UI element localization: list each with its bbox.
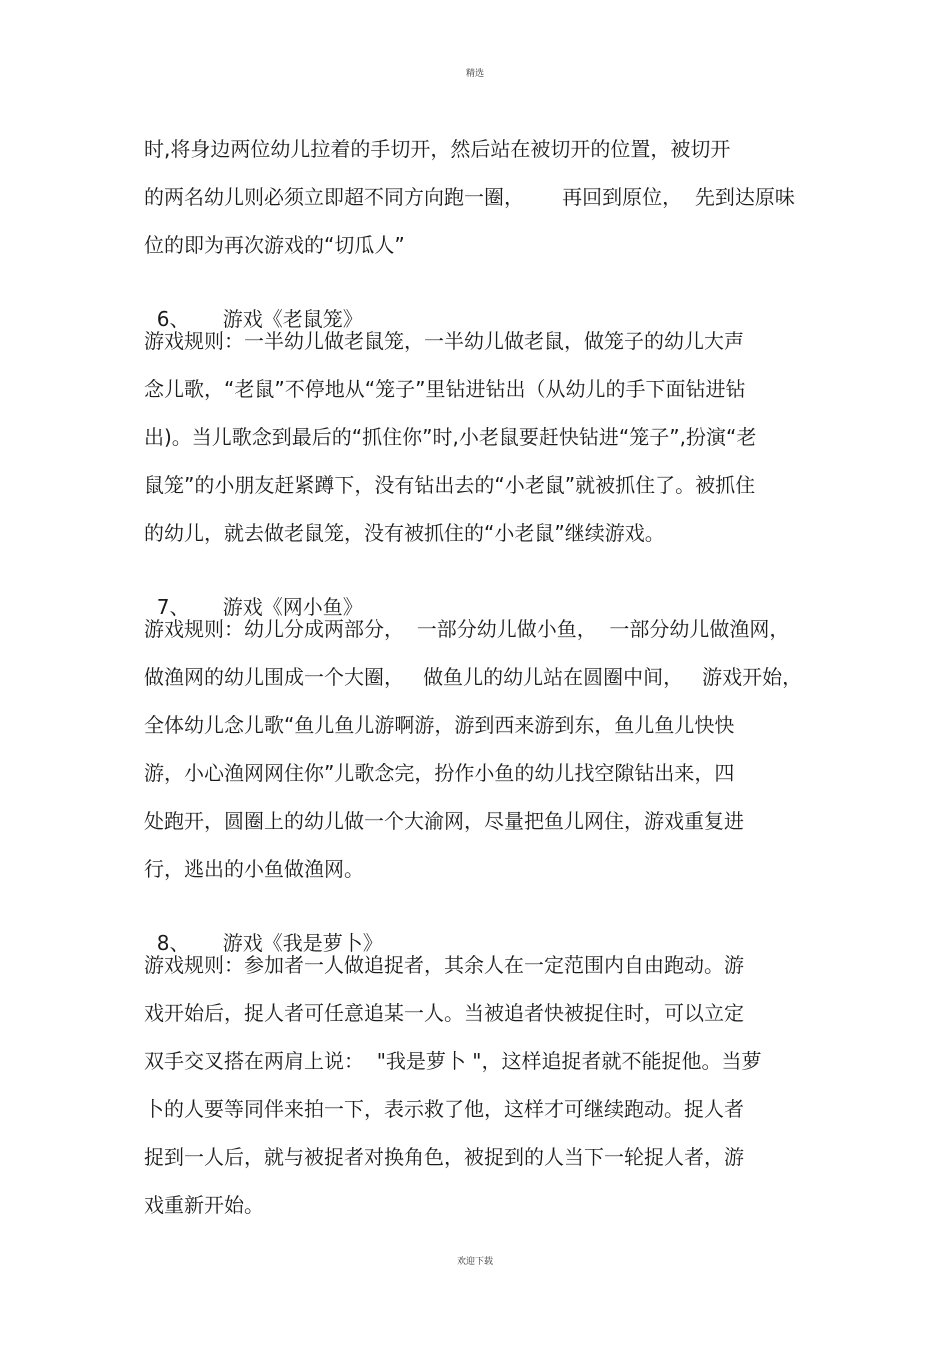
paragraph-line: 游戏规则：幼儿分成两部分， 一部分幼儿做小鱼， 一部分幼儿做渔网， bbox=[144, 617, 790, 641]
paragraph-line: 游戏规则：一半幼儿做老鼠笼，一半幼儿做老鼠，做笼子的幼儿大声 bbox=[144, 329, 744, 353]
section-number: 8、 bbox=[156, 931, 190, 955]
page-header: 精选 bbox=[465, 69, 484, 79]
section-number: 6、 bbox=[156, 307, 190, 331]
paragraph-line: 出)。当儿歌念到最后的“抓住你”时,小老鼠要赶快钻进“笼子”,扮演“老 bbox=[144, 425, 757, 449]
paragraph-line: 的两名幼儿则必须立即超不同方向跑一圈， 再回到原位， 先到达原味 bbox=[144, 185, 795, 209]
paragraph-line: 戏重新开始。 bbox=[144, 1193, 264, 1217]
paragraph-line: 做渔网的幼儿围成一个大圈， 做鱼儿的幼儿站在圆圈中间， 游戏开始， bbox=[144, 665, 803, 689]
paragraph-line: 游，小心渔网网住你”儿歌念完，扮作小鱼的幼儿找空隙钻出来，四 bbox=[144, 761, 735, 785]
paragraph-line: 游戏规则：参加者一人做追捉者，其余人在一定范围内自由跑动。游 bbox=[144, 953, 744, 977]
paragraph-line: 时,将身边两位幼儿拉着的手切开，然后站在被切开的位置，被切开 bbox=[144, 137, 731, 161]
section-number: 7、 bbox=[156, 595, 190, 619]
section-heading-7 bbox=[144, 568, 363, 620]
paragraph-line: 位的即为再次游戏的“切瓜人” bbox=[144, 233, 405, 257]
paragraph-line: 念儿歌，“老鼠”不停地从“笼子”里钻进钻出（从幼儿的手下面钻进钻 bbox=[144, 377, 746, 401]
paragraph-line: 全体幼儿念儿歌“鱼儿鱼儿游啊游，游到西来游到东，鱼儿鱼儿快快 bbox=[144, 713, 735, 737]
section-heading-8 bbox=[144, 904, 383, 956]
paragraph-line: 行，逃出的小鱼做渔网。 bbox=[144, 857, 364, 881]
section-title: 游戏《网小鱼》 bbox=[222, 595, 363, 619]
section-heading-6 bbox=[144, 280, 363, 332]
paragraph-line: 处跑开，圆圈上的幼儿做一个大渝网，尽量把鱼儿网住，游戏重复进 bbox=[144, 809, 744, 833]
paragraph-line: 双手交叉搭在两肩上说： "我是萝卜 "，这样追捉者就不能捉他。当萝 bbox=[144, 1049, 762, 1073]
paragraph-line: 的幼儿，就去做老鼠笼，没有被抓住的“小老鼠”继续游戏。 bbox=[144, 521, 665, 545]
page-footer: 欢迎下载 bbox=[456, 1257, 493, 1267]
section-title: 游戏《老鼠笼》 bbox=[222, 307, 363, 331]
paragraph-line: 戏开始后，捉人者可任意追某一人。当被追者快被捉住时，可以立定 bbox=[144, 1001, 744, 1025]
paragraph-line: 捉到一人后，就与被捉者对换角色，被捉到的人当下一轮捉人者，游 bbox=[144, 1145, 744, 1169]
section-title: 游戏《我是萝卜》 bbox=[222, 931, 383, 955]
paragraph-line: 卜的人要等同伴来拍一下，表示救了他，这样才可继续跑动。捉人者 bbox=[144, 1097, 744, 1121]
paragraph-line: 鼠笼”的小朋友赶紧蹲下，没有钻出去的“小老鼠”就被抓住了。被抓住 bbox=[144, 473, 756, 497]
